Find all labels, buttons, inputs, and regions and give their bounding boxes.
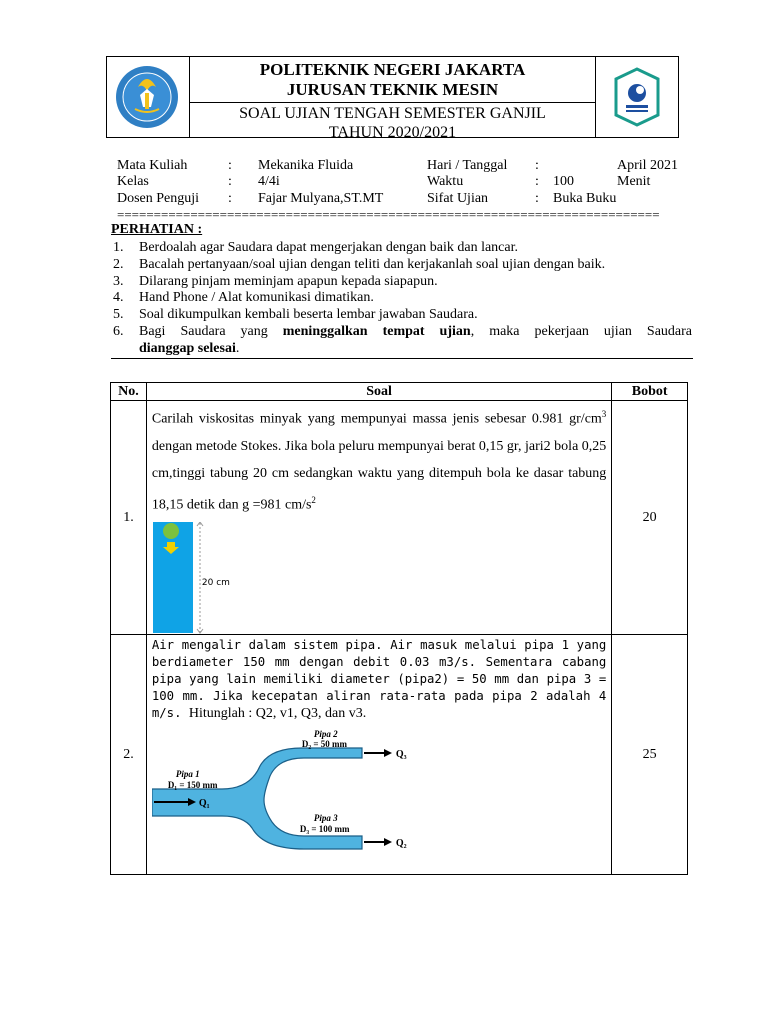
rule-number: 3. [113, 273, 124, 289]
colon: : [535, 158, 539, 173]
rule-text [139, 324, 692, 341]
col-no-header: No. [111, 383, 147, 401]
exam-header [106, 56, 679, 141]
dosen-label: Dosen Penguji [117, 191, 200, 206]
waktu-label: Waktu [427, 174, 464, 189]
q2-text-serif: Hitunglah : Q2, v1, Q3, dan v3. [188, 706, 367, 722]
q2-text [152, 637, 606, 722]
table-row [111, 401, 688, 635]
rule6-text-mid: , maka pekerjaan ujian Saudara [470, 323, 693, 339]
exam-title: SOAL UJIAN TENGAH SEMESTER GANJIL [239, 105, 546, 122]
kelas-value: 4/4i [258, 174, 280, 189]
q2-number: 2. [111, 635, 147, 875]
rule-text: Soal dikumpulkan kembali beserta lembar jawaban Saudara. [139, 307, 478, 323]
list-item [113, 257, 693, 274]
left-logo-cell [107, 57, 190, 137]
d3-label: D₃ = 100 mm [299, 824, 350, 835]
pipa3-label: Pipa 3 [313, 813, 338, 824]
list-item [113, 274, 693, 291]
q1-cell [146, 401, 611, 635]
rule-text: Dilarang pinjam meminjam apapun kepada siapapun. [139, 273, 438, 289]
list-item [113, 307, 693, 324]
rule6-bold: meninggalkan tempat ujian [282, 323, 471, 339]
exam-year: TAHUN 2020/2021 [328, 124, 457, 141]
tut-wuri-handayani-logo [107, 57, 189, 137]
q1-sup-a: 3 [601, 409, 607, 419]
list-item [113, 290, 693, 307]
section-divider [111, 358, 693, 359]
table-row [111, 635, 688, 875]
q1-sup-b: 2 [311, 494, 316, 505]
q2-text-mono: Air mengalir dalam sistem pipa. Air masuk melalui pipa 1 yang berdiameter 150 mm dengan debit 0.03 m3/s. Sementara cabang pipa yang lain memiliki diameter (pipa2) = 50 mm dan pipa 3 = 100 mm. Jika kecepatan aliran rata-rata pada pipa 2 adalah 4 m/s. [151, 638, 607, 721]
q1-bobot: 20 [612, 401, 688, 635]
q1-figure [152, 522, 606, 634]
d2-label: D₂ = 50 mm [301, 739, 347, 750]
table-header-row [111, 383, 688, 401]
colon: : [228, 191, 232, 206]
q1-text-b: dengan metode Stokes. Jika bola peluru mempunyai berat 0,15 gr, jari2 bola 0,25 cm,tinggi tabung 20 cm sedangkan waktu yang ditempuh bola ke dasar tabung 18,15 detik dan g =981 cm/s [151, 438, 607, 513]
q2-bobot: 25 [612, 635, 688, 875]
q1-number: 1. [111, 401, 147, 635]
ball-icon [163, 523, 179, 539]
institution-name: POLITEKNIK NEGERI JAKARTA [259, 60, 526, 79]
colon: : [535, 174, 539, 189]
double-line-separator: ========================================================================== [117, 207, 660, 222]
sifat-label: Sifat Ujian [427, 191, 489, 206]
d1-label: D₁ = 150 mm [167, 780, 218, 791]
colon: : [535, 191, 539, 206]
q3-arrow-icon [384, 749, 392, 757]
sifat-value: Buka Buku [553, 191, 617, 206]
q3-label: Q₃ [395, 749, 407, 761]
colon: : [228, 174, 232, 189]
q2-figure [152, 729, 606, 870]
pipa2-label: Pipa 2 [313, 729, 338, 740]
q2-cell [146, 635, 611, 875]
rule-number: 2. [113, 256, 124, 272]
colon: : [228, 158, 232, 173]
pnj-logo [596, 57, 678, 137]
rules-list [113, 240, 693, 358]
mata-kuliah-label: Mata Kuliah [117, 158, 188, 173]
header-divider [189, 102, 596, 103]
department-name: JURUSAN TEKNIK MESIN [286, 80, 499, 99]
q2-arrow-icon [384, 838, 392, 846]
rule-number: 6. [113, 323, 124, 339]
waktu-value: 100 [553, 174, 574, 189]
height-label: 20 cm [201, 578, 230, 589]
hari-label: Hari / Tanggal [427, 158, 508, 173]
header-titles [189, 57, 596, 141]
rule-number: 5. [113, 307, 124, 323]
perhatian-title: PERHATIAN : [111, 222, 203, 237]
mata-kuliah-value: Mekanika Fluida [258, 158, 354, 173]
list-item [113, 240, 693, 257]
rule-text: Berdoalah agar Saudara dapat mengerjakan dengan baik dan lancar. [139, 240, 518, 255]
rule-number: 1. [113, 240, 124, 255]
questions-table [110, 382, 688, 875]
rule-text-cont [139, 341, 239, 358]
q2-label: Q₂ [395, 838, 407, 850]
kelas-label: Kelas [117, 174, 149, 189]
rule6-bold2: dianggap selesai [139, 340, 236, 356]
rule6-end: . [235, 340, 240, 356]
rule6-text-pre: Bagi Saudara yang [139, 323, 283, 339]
rule-text: Bacalah pertanyaan/soal ujian dengan teliti dan kerjakanlah soal ujian dengan baik. [139, 256, 606, 272]
pipe-branch-figure [152, 732, 412, 870]
hari-value: April 2021 [617, 158, 679, 173]
right-logo-cell [595, 57, 678, 137]
q1-text [152, 401, 606, 518]
col-bobot-header: Bobot [612, 383, 688, 401]
rule-text: Hand Phone / Alat komunikasi dimatikan. [139, 290, 374, 306]
q1-text-a: Carilah viskositas minyak yang mempunyai massa jenis sebesar 0.981 gr/cm [151, 411, 602, 427]
pipa1-label: Pipa 1 [175, 769, 200, 780]
col-soal-header: Soal [146, 383, 611, 401]
q1-label: Q₁ [198, 798, 210, 810]
list-item [113, 324, 693, 358]
waktu-unit: Menit [617, 174, 651, 189]
rule-number: 4. [113, 290, 124, 306]
dosen-value: Fajar Mulyana,ST.MT [258, 191, 384, 206]
